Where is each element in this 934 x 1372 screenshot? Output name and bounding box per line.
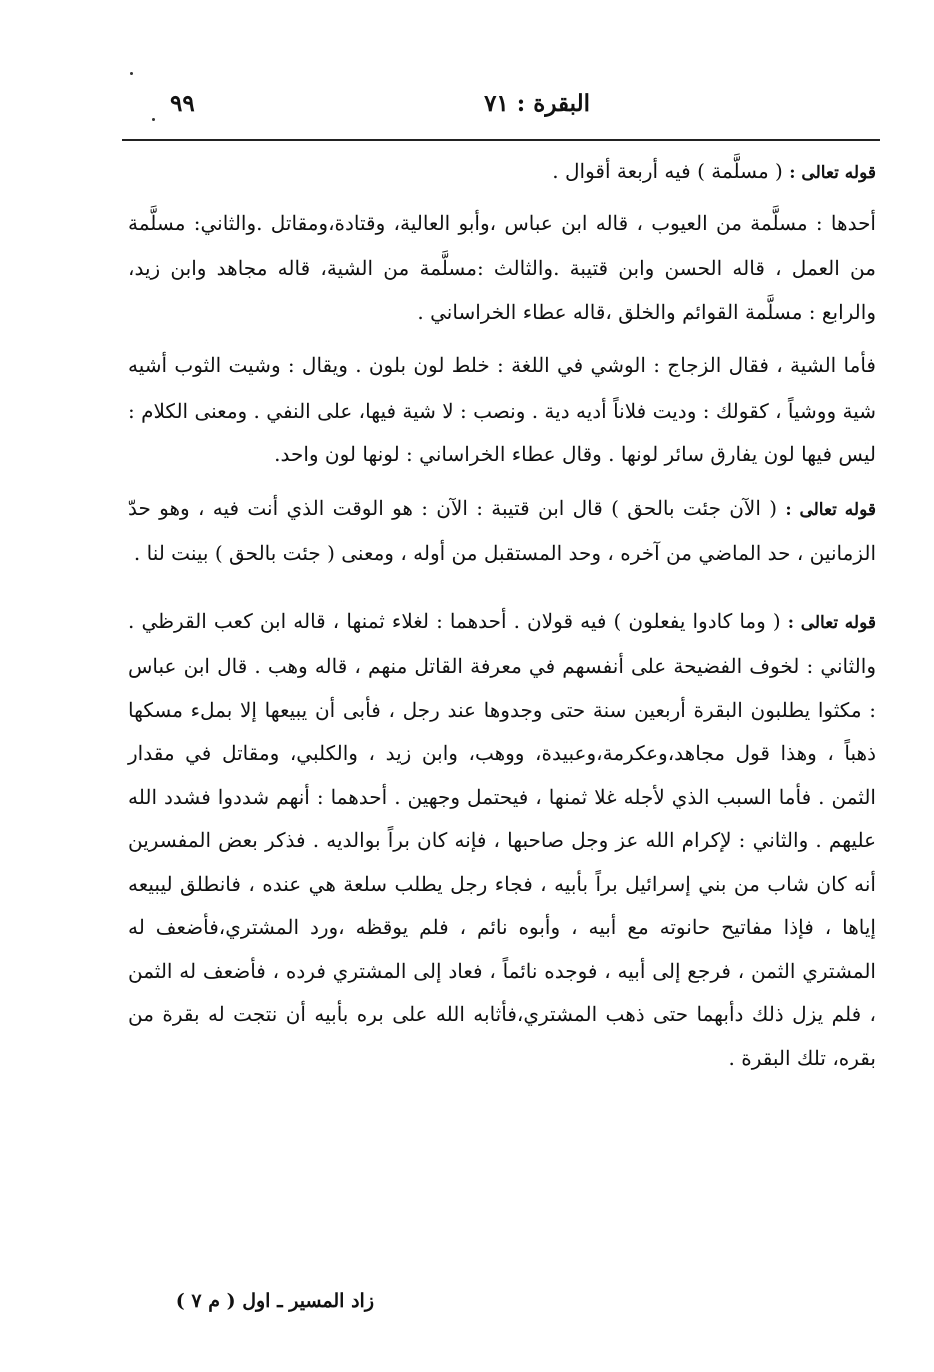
paragraph-text: ( وما كادوا يفعلون ) فيه قولان . أحدهما : لغلاء ثمنها ، قاله ابن كعب القرظي . والثاني : لخوف الفضيحة على أنفسهم في معرفة القاتل منهم ، قاله وهب . قال ابن عباس : مكثوا يطلبون البقرة أربعين سنة حتى وجدوها عند رجل ، فأبى أن يبيعها إلا بملء مسكها ذهباً ، وهذا قول مجاهد،وعكرمة،وعبيدة، ووهب، وابن زيد ، والكلبي، ومقاتل في مقدار الثمن . فأما السبب الذي لأجله غلا ثمنها ، فيحتمل وجهين . أحدهما : أنهم شددوا فشدد الله عليهم . والثاني : لإكرام الله عز وجل صاحبها ، فإنه كان براً بوالديه . فذكر بعض المفسرين أنه كان شاب من بني إسرائيل براً بأبيه ، فجاء رجل يطلب سلعة هي عنده ، فانطلق ليبيعه إياها ، فإذا مفاتيح حانوته مع أبيه ، وأبوه نائم ، فلم يوقظه ،ورد المشتري،فأضعف له المشتري الثمن ، فرجع إلى أبيه ، فوجده نائماً ، فعاد إلى المشتري فرده ، فأضعف له الثمن ، فلم يزل ذلك دأبهما حتى ذهب المشتري،فأثابه الله على بره بأبيه أن نتجت له بقرة من بقره، تلك البقرة .: [128, 608, 876, 1070]
header-rule: [122, 139, 880, 141]
paragraph-5: [128, 600, 876, 1081]
paragraph-text: ( الآن جئت بالحق ) قال ابن قتيبة : الآن : هو الوقت الذي أنت فيه ، وهو حدّ الزمانين ، حد الماضي من آخره ، وحد المستقبل من أوله ، ومعنى ( جئت بالحق ) بينت لنا .: [128, 495, 876, 565]
scan-speck: [152, 118, 155, 121]
paragraph-4: [128, 487, 876, 576]
page-number: ٩٩: [170, 90, 195, 117]
surah-reference: البقرة : ٧١: [484, 90, 590, 117]
page-body: [128, 150, 876, 1090]
paragraph-text: فأما الشية ، فقال الزجاج : الوشي في اللغة : خلط لون بلون . ويقال : وشيت الثوب أشيه شية ووشياً ، كقولك : وديت فلاناً أديه دية . ونصب : لا شية فيها، على النفي . ومعنى الكلام : ليس فيها لون يفارق سائر لونها . وقال عطاء الخراساني : لونها لون واحد.: [128, 353, 876, 466]
paragraph-text: أحدها : مسلَّمة من العيوب ، قاله ابن عباس ،وأبو العالية، وقتادة،ومقاتل .والثاني: مسلَّمة من العمل ، قاله الحسن وابن قتيبة .والثالث :مسلَّمة من الشية، قاله مجاهد وابن زيد، والرابع : مسلَّمة القوائم والخلق ،قاله عطاء الخراساني .: [128, 210, 876, 324]
signature-mark: زاد المسير ـ اول ( م ٧ ): [175, 1290, 374, 1312]
verse-lead: قوله تعالى :: [785, 499, 876, 520]
paragraph-3: [128, 344, 876, 477]
verse-lead: قوله تعالى :: [789, 163, 876, 183]
paragraph-text: ( مسلَّمة ) فيه أربعة أقوال .: [552, 159, 790, 183]
paragraph-1: [128, 150, 876, 196]
verse-lead: قوله تعالى :: [787, 612, 877, 633]
scan-speck: [130, 72, 133, 75]
page-header: [122, 86, 880, 126]
paragraph-2: [128, 202, 876, 335]
